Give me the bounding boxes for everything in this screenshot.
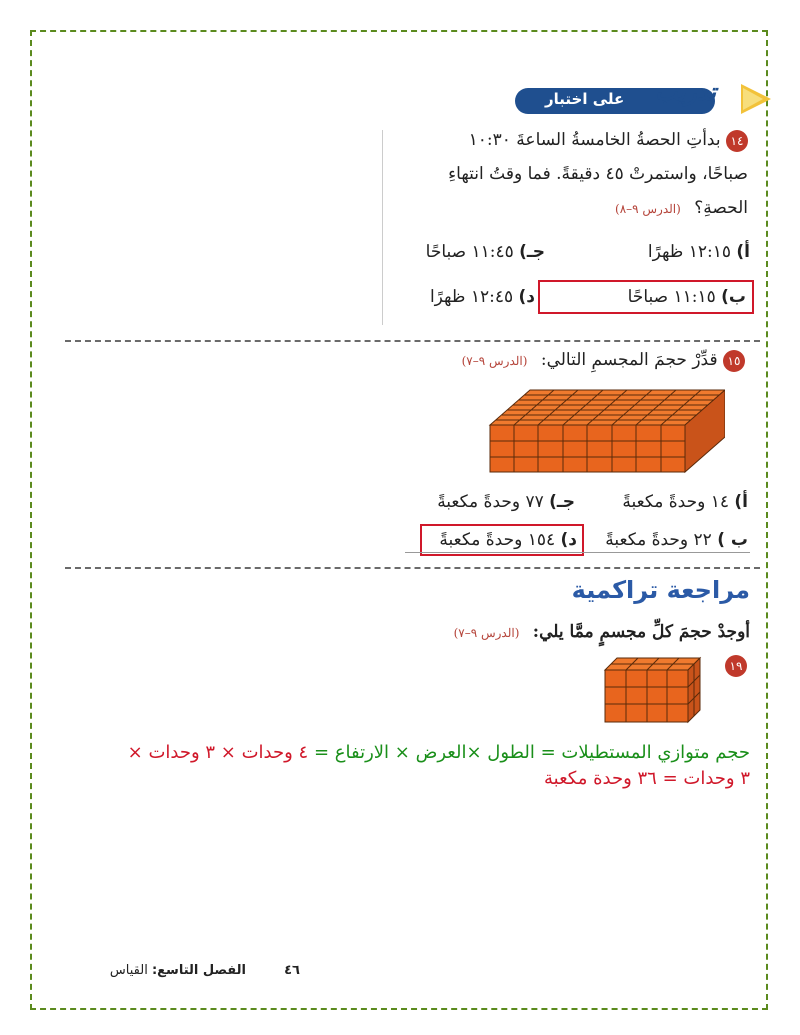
q15-option-a[interactable] xyxy=(583,490,748,514)
option-letter: د) xyxy=(560,530,577,550)
q14-ref: (الدرس ٩–٨) xyxy=(615,202,681,216)
q14-option-d[interactable] xyxy=(395,285,535,309)
chapter-subject: القياس xyxy=(109,963,148,978)
answer-values: ٤ وحدات × ٣ وحدات × xyxy=(127,742,309,763)
cuboid-figure-q15 xyxy=(485,380,725,479)
q15-ref: (الدرس ٩–٧) xyxy=(461,354,528,368)
cube-grid-large xyxy=(485,380,725,475)
answer-formula: حجم متوازي المستطيلات = الطول ×العرض × الارتفاع = xyxy=(313,742,750,763)
option-text: ١٢:١٥ ظهرًا xyxy=(647,242,731,262)
option-letter: ب) xyxy=(721,287,746,307)
q14-side-rule xyxy=(382,130,383,325)
q15-text: قدِّرْ حجمَ المجسمِ التالي: xyxy=(540,350,718,370)
q15-number: ١٥ xyxy=(723,350,745,372)
q14-option-a[interactable] xyxy=(560,240,750,264)
option-text: ١٤ وحدةً مكعبةً xyxy=(622,492,729,512)
option-letter: جـ) xyxy=(549,492,575,512)
option-letter: جـ) xyxy=(519,242,545,262)
option-letter: أ) xyxy=(734,492,748,512)
review-q19-number: ١٩ xyxy=(725,655,747,677)
q14-line-3 xyxy=(383,196,748,221)
q15-option-b[interactable] xyxy=(583,528,748,552)
cube-grid-small xyxy=(600,655,705,725)
chapter-label: الفصل التاسع: xyxy=(151,963,246,978)
option-text: ١٢:٤٥ ظهرًا xyxy=(429,287,514,307)
option-letter: د) xyxy=(518,287,535,307)
option-letter: ب ) xyxy=(717,530,748,550)
question-15 xyxy=(380,348,745,373)
q14-text-2: صباحًا، واستمرتْ ٤٥ دقيقةً. فما وقتُ انتهاءِ xyxy=(448,164,748,184)
review-instruction-line xyxy=(380,620,750,645)
answer-result: ٣ وحدات = ٣٦ وحدة مكعبة xyxy=(544,768,750,789)
q14-line-1 xyxy=(383,128,748,152)
q14-text-3: الحصةِ؟ xyxy=(694,198,748,218)
option-text: ٧٧ وحدةً مكعبةً xyxy=(437,492,544,512)
q14-option-b-selected[interactable] xyxy=(538,280,754,314)
section-divider xyxy=(65,567,760,569)
option-letter: أ) xyxy=(736,242,750,262)
review-ref: (الدرس ٩–٧) xyxy=(453,626,520,640)
question-14 xyxy=(383,128,748,221)
q14-number: ١٤ xyxy=(726,130,748,152)
practice-banner xyxy=(505,78,775,120)
option-text: ١١:١٥ صباحًا xyxy=(627,287,716,307)
review-q19-number-wrap xyxy=(725,655,747,677)
banner-subtitle: على اختبار xyxy=(545,90,625,108)
cube-figure-q19 xyxy=(600,655,705,729)
option-text: ١١:٤٥ صباحًا xyxy=(425,242,514,262)
q14-text-1: بدأتِ الحصةُ الخامسةُ الساعةَ ١٠:٣٠ xyxy=(468,130,721,150)
student-answer xyxy=(60,740,750,792)
section-divider xyxy=(65,340,760,342)
q14-line-2 xyxy=(383,162,748,186)
option-text: ٢٢ وحدةً مكعبةً xyxy=(605,530,712,550)
review-instruction: أوجدْ حجمَ كلِّ مجسمٍ ممَّا يلي: xyxy=(532,622,750,642)
q15-option-c[interactable] xyxy=(410,490,575,514)
banner-title: تدريب xyxy=(655,78,717,106)
q14-option-c[interactable] xyxy=(385,240,545,264)
q15-underline xyxy=(405,552,750,553)
page-number: ٤٦ xyxy=(284,963,300,978)
option-text: ١٥٤ وحدةً مكعبةً xyxy=(439,530,556,550)
review-title: مراجعة تراكمية xyxy=(571,576,750,604)
footer xyxy=(65,963,300,978)
